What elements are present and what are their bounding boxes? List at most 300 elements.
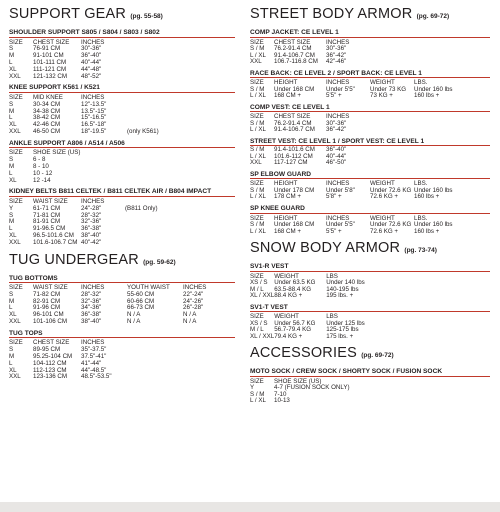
table-row	[250, 160, 386, 167]
table-cell: N / A	[183, 318, 197, 326]
table-cell: 36"-42"	[326, 51, 347, 59]
table-cell: S / M	[250, 186, 265, 194]
size-chart-ankle-support-a806-a514-a506	[9, 139, 235, 185]
column-header: SHOE SIZE (US)	[33, 149, 81, 157]
table-cell: XL	[9, 65, 17, 73]
table-row	[9, 354, 141, 361]
table-cell: Under 56.7 KG	[274, 319, 316, 327]
column-header: WEIGHT	[370, 79, 395, 87]
table-cell: XL	[9, 121, 17, 129]
size-chart-race-back-ce-level-2-sport-back-ce-level	[250, 69, 490, 100]
table-cell: XL	[9, 176, 17, 184]
table-cell: 44"-48"	[81, 65, 102, 73]
table-cell: XXL	[250, 58, 262, 66]
table-cell: 5'8" +	[326, 193, 342, 201]
table-cell: L / XL	[250, 92, 266, 100]
table-cell: 96-101 CM	[33, 311, 64, 319]
size-table	[9, 39, 151, 81]
column-header: WAIST SIZE	[33, 197, 68, 205]
table-cell: 117-127 CM	[274, 159, 308, 167]
table-cell: 6 - 8	[33, 156, 46, 164]
table-cell: L / XL	[250, 397, 266, 405]
table-cell: 88.4 KG +	[274, 292, 303, 300]
chart-heading: TUG BOTTOMS	[9, 274, 235, 284]
table-cell: 10 - 12	[33, 169, 53, 177]
table-cell: XXL	[9, 127, 21, 135]
table-cell	[127, 102, 167, 109]
table-cell: M / L	[250, 326, 264, 334]
table-cell: 40"-44"	[326, 152, 347, 160]
table-cell: 30"-36"	[326, 45, 347, 53]
chart-heading: COMP JACKET: CE LEVEL 1	[250, 28, 490, 38]
table-cell: 55-60 CM	[127, 290, 155, 298]
table-cell: 91.4-106.7 CM	[274, 126, 315, 134]
table-cell: M	[9, 162, 15, 170]
table-cell: L / XL	[250, 51, 266, 59]
table-cell: XXL	[9, 318, 21, 326]
table-cell: XXL	[9, 238, 21, 246]
size-table	[9, 198, 185, 247]
table-cell: 7-10	[274, 390, 287, 398]
table-cell: 91-96 CM	[33, 304, 61, 312]
table-header-row	[9, 39, 151, 47]
table-cell: L / XL	[250, 152, 266, 160]
table-cell: 91-101 CM	[33, 52, 64, 60]
table-cell: 160 lbs +	[414, 92, 440, 100]
size-chart-tug-bottoms	[9, 274, 235, 326]
table-cell: S	[9, 290, 14, 298]
column-header: INCHES	[81, 197, 105, 205]
table-cell: 140-195 lbs	[326, 285, 359, 293]
table-cell: 5'5" +	[326, 92, 342, 100]
table-cell: 168 CM +	[274, 92, 301, 100]
column-header: INCHES	[326, 38, 350, 46]
table-cell: L	[9, 225, 13, 233]
table-cell: 101-111 CM	[33, 58, 67, 66]
chart-heading: SP ELBOW GUARD	[250, 170, 490, 180]
table-cell: 178 CM +	[274, 193, 301, 201]
table-cell: 4-7 (FUSION SOCK ONLY)	[274, 384, 350, 392]
table-cell: XL / XXL	[250, 332, 275, 340]
table-header-row	[250, 39, 386, 47]
table-cell: 40"-42"	[81, 238, 102, 246]
table-row	[9, 67, 151, 74]
table-row	[9, 347, 141, 354]
size-table	[9, 94, 167, 136]
column-header: SIZE	[9, 38, 23, 46]
table-cell: 101-106 CM	[33, 318, 68, 326]
table-cell: 79.4 KG +	[274, 332, 303, 340]
column-header: HEIGHT	[274, 79, 298, 87]
table-cell: 36"-40"	[326, 146, 347, 154]
chart-heading: MOTO SOCK / CREW SOCK / SHORTY SOCK / FUSION SOCK	[250, 367, 490, 377]
column-header: SIZE	[9, 149, 23, 157]
table-cell: S	[9, 100, 14, 108]
table-cell: 160 lbs +	[414, 227, 440, 235]
section-page-ref: (pg. 59-62)	[143, 258, 176, 266]
size-chart-knee-support-k561-k521	[9, 83, 235, 135]
section-title-tug-undergear	[9, 252, 235, 271]
size-chart-comp-vest-ce-level-1	[250, 103, 490, 134]
size-chart-street-vest-ce-level-1-sport-vest-ce-lev	[250, 137, 490, 167]
table-row	[9, 157, 103, 164]
table-cell: 38"-40"	[81, 231, 102, 239]
size-table	[9, 149, 103, 184]
table-cell: S / M	[250, 390, 265, 398]
size-chart-shoulder-support-s805-s804-s803-s802	[9, 28, 235, 80]
table-cell: L	[9, 359, 13, 367]
table-cell: 76-91 CM	[33, 45, 61, 53]
table-cell: 66-73 CM	[127, 304, 155, 312]
column-header: WEIGHT	[370, 214, 395, 222]
table-row	[9, 129, 167, 136]
column-header: INCHES	[81, 339, 105, 347]
column-header: SIZE	[9, 197, 23, 205]
table-cell: (B811 Only)	[125, 204, 158, 212]
table-cell: 42-46 CM	[33, 121, 61, 129]
size-chart-sv1-t-vest	[250, 303, 490, 341]
column-header: INCHES	[81, 38, 105, 46]
table-cell: Under 125 lbs	[326, 319, 365, 327]
table-cell: 30"-36"	[81, 45, 102, 53]
column-header: WEIGHT	[274, 313, 299, 321]
section-page-ref: (pg. 69-72)	[416, 13, 450, 20]
table-cell: 123-136 CM	[33, 373, 68, 381]
table-cell	[127, 109, 167, 116]
table-cell	[125, 213, 185, 220]
table-cell: Under 140 lbs	[326, 279, 365, 287]
column-header: INCHES	[81, 284, 105, 292]
table-cell: 26"-28"	[183, 304, 204, 312]
chart-heading: KIDNEY BELTS B811 CELTEK / B811 CELTEK AIR / B804 IMPACT	[9, 187, 235, 197]
table-cell: Under 5'8"	[326, 186, 355, 194]
column-header: INCHES	[326, 113, 350, 121]
size-chart-moto-sock-crew-sock-shorty-sock-fusion-s	[250, 367, 490, 405]
table-cell: M	[9, 107, 15, 115]
table-cell: 18"-19.5"	[81, 127, 107, 135]
table-cell: 101.6-112 CM	[274, 152, 313, 160]
table-row	[9, 368, 141, 375]
table-row	[9, 361, 141, 368]
section-title-support-gear	[9, 6, 235, 25]
table-cell: 101.6-106.7 CM	[33, 238, 78, 246]
table-cell: S / M	[250, 221, 265, 229]
column-header: INCHES	[81, 93, 105, 101]
section-title-snow-body-armor	[250, 240, 490, 259]
section-title-street-body-armor	[250, 6, 490, 25]
size-table	[250, 313, 386, 340]
table-cell: 48.5"-53.5"	[81, 373, 112, 381]
table-cell: XS / S	[250, 279, 268, 287]
table-cell: 48"-52"	[81, 72, 102, 80]
size-table	[250, 273, 386, 300]
column-header: SHOE SIZE (US)	[274, 377, 322, 385]
column-header: SIZE	[250, 180, 264, 188]
table-cell: XS / S	[250, 319, 268, 327]
table-row	[250, 93, 464, 100]
column-header: CHEST SIZE	[33, 38, 70, 46]
chart-heading: SV1-T VEST	[250, 303, 490, 313]
size-chart-sv1-r-vest	[250, 262, 490, 300]
table-cell: 76.2-91.4 CM	[274, 119, 312, 127]
table-cell: 40"-44"	[81, 58, 102, 66]
section-title-text: STREET BODY ARMOR	[250, 6, 413, 22]
table-cell: M	[9, 52, 15, 60]
table-cell: 16.5"-18"	[81, 121, 107, 129]
table-cell: L	[9, 304, 13, 312]
table-row	[250, 127, 386, 134]
column-header	[127, 94, 167, 102]
column-header: CHEST SIZE	[274, 113, 311, 121]
table-cell: M	[9, 297, 15, 305]
table-cell: 112-123 CM	[33, 366, 67, 374]
table-cell: 56.7-79.4 KG	[274, 326, 312, 334]
column-header: INCHES	[326, 214, 350, 222]
chart-heading: SP KNEE GUARD	[250, 204, 490, 214]
table-cell: Y	[9, 204, 14, 212]
table-cell: 38"-40"	[81, 318, 102, 326]
table-row	[250, 59, 386, 66]
table-cell: XL	[9, 366, 17, 374]
column-header: CHEST SIZE	[33, 339, 70, 347]
table-cell: S / M	[250, 85, 265, 93]
size-table	[250, 113, 386, 134]
size-table	[9, 339, 141, 381]
table-cell: 36"-38"	[81, 311, 102, 319]
table-cell: 22"-24"	[183, 290, 204, 298]
table-header-row	[9, 149, 103, 157]
table-cell: 30"-36"	[326, 119, 347, 127]
table-cell: 71-81 CM	[33, 211, 61, 219]
table-cell: 91.4-106.7 CM	[274, 51, 315, 59]
table-cell: 76.2-91.4 CM	[274, 45, 312, 53]
table-cell: Under 72.6 KG	[370, 221, 412, 229]
table-cell: 168 CM +	[274, 227, 301, 235]
table-row	[9, 74, 151, 81]
table-cell: S	[9, 45, 14, 53]
table-cell: 28"-32"	[81, 290, 102, 298]
table-header-row	[250, 113, 386, 121]
table-row	[9, 171, 103, 178]
table-cell	[125, 226, 185, 233]
size-chart-kidney-belts-b811-celtek-b811-celtek-air	[9, 187, 235, 246]
chart-heading: SHOULDER SUPPORT S805 / S804 / S803 / S802	[9, 28, 235, 38]
table-cell: 95.25-104 CM	[33, 353, 73, 361]
table-cell: 30-34 CM	[33, 100, 61, 108]
table-cell: L	[9, 58, 13, 66]
chart-heading: ANKLE SUPPORT A806 / A514 / A506	[9, 139, 235, 149]
table-cell: Under 5'5"	[326, 221, 355, 229]
size-table	[250, 378, 374, 405]
column-header: SIZE	[9, 93, 23, 101]
table-cell: Under 72.6 KG	[370, 186, 412, 194]
table-cell: 160 lbs +	[414, 193, 440, 201]
table-row	[9, 240, 185, 247]
table-cell: 61-71 CM	[33, 204, 61, 212]
table-cell: Under 160 lbs	[414, 221, 453, 229]
table-cell: 89-95 CM	[33, 346, 61, 354]
table-cell: 91-96.5 CM	[33, 225, 66, 233]
table-cell: 10-13	[274, 397, 290, 405]
column-header: LBS.	[414, 79, 428, 87]
chart-heading: SV1-R VEST	[250, 262, 490, 272]
table-cell: 34"-36"	[81, 304, 102, 312]
table-cell: Under 160 lbs	[414, 186, 453, 194]
table-cell: XXL	[9, 72, 21, 80]
table-row	[250, 293, 386, 300]
table-header-row	[250, 313, 386, 321]
table-cell: S / M	[250, 119, 265, 127]
table-cell: 104-112 CM	[33, 359, 67, 367]
size-chart-tug-tops	[9, 329, 235, 381]
table-row	[9, 319, 223, 326]
table-row	[9, 46, 151, 53]
table-cell: 71-82 CM	[33, 290, 61, 298]
table-cell: 46-50 CM	[33, 127, 61, 135]
table-row	[250, 334, 386, 341]
table-cell: 36"-40"	[81, 52, 102, 60]
table-cell: S	[9, 156, 14, 164]
table-cell	[125, 233, 185, 240]
table-cell: 12"-13.5"	[81, 100, 107, 108]
column-header: LBS	[326, 313, 338, 321]
table-cell: XL	[9, 311, 17, 319]
table-row	[9, 53, 151, 60]
table-cell: 24"-26"	[183, 297, 204, 305]
table-cell: N / A	[183, 311, 197, 319]
table-cell: 32"-36"	[81, 297, 102, 305]
table-cell: M / L	[250, 285, 264, 293]
table-cell: S	[9, 211, 14, 219]
section-title-text: TUG UNDERGEAR	[9, 251, 139, 268]
table-cell: 12 -14	[33, 176, 51, 184]
table-cell: 121-132 CM	[33, 72, 68, 80]
column-header: SIZE	[250, 38, 264, 46]
size-table	[250, 147, 386, 167]
table-row	[250, 194, 464, 201]
size-table	[250, 39, 386, 66]
table-cell: Y	[250, 384, 255, 392]
table-cell: 106.7-116.8 CM	[274, 58, 318, 66]
table-cell: 195 lbs. +	[326, 292, 354, 300]
table-row	[9, 60, 151, 67]
table-row	[250, 229, 464, 236]
table-cell	[125, 240, 185, 247]
column-header: SIZE	[250, 79, 264, 87]
table-cell: 60-66 CM	[127, 297, 155, 305]
table-cell: L	[9, 114, 13, 122]
table-cell: 36"-42"	[326, 126, 347, 134]
table-cell: L	[9, 169, 13, 177]
table-header-row	[250, 273, 386, 281]
table-cell: XXL	[9, 373, 21, 381]
column-header: INCHES	[326, 79, 350, 87]
table-cell: N / A	[127, 318, 141, 326]
table-cell: 175 lbs. +	[326, 332, 354, 340]
column-header: HEIGHT	[274, 180, 298, 188]
section-page-ref: (pg. 73-74)	[404, 247, 437, 255]
chart-heading: COMP VEST: CE LEVEL 1	[250, 103, 490, 113]
chart-heading: TUG TOPS	[9, 329, 235, 339]
table-cell: 15"-16.5"	[81, 114, 107, 122]
table-cell	[127, 115, 167, 122]
table-cell: 13.5"-15"	[81, 107, 107, 115]
table-cell: 5'5" +	[326, 227, 342, 235]
section-title-text: SUPPORT GEAR	[9, 6, 127, 22]
page-footer-band	[0, 502, 500, 512]
table-cell: XL	[9, 231, 17, 239]
size-table	[250, 180, 464, 201]
section-page-ref: (pg. 69-72)	[361, 352, 394, 360]
table-cell: 35"-37.5"	[81, 346, 107, 354]
table-cell: 73 KG +	[370, 92, 393, 100]
column-header: MID KNEE	[33, 93, 63, 101]
table-cell: 42"-46"	[326, 58, 347, 66]
table-cell: 36"-38"	[81, 225, 102, 233]
column-header: INCHES	[183, 284, 207, 292]
table-cell: S	[9, 346, 14, 354]
table-row	[9, 178, 103, 185]
column-header: SIZE	[250, 113, 264, 121]
table-cell: Under 73 KG	[370, 85, 407, 93]
table-cell: 72.6 KG +	[370, 193, 399, 201]
table-cell: Under 5'5"	[326, 85, 355, 93]
table-cell: Under 168 CM	[274, 85, 315, 93]
table-cell: 81-91 CM	[33, 218, 61, 226]
table-cell: 37.5"-41"	[81, 353, 107, 361]
column-header: SIZE	[9, 339, 23, 347]
table-cell	[125, 219, 185, 226]
section-title-accessories	[250, 345, 490, 364]
column-header: YOUTH WAIST	[127, 284, 170, 292]
size-chart-sp-elbow-guard	[250, 170, 490, 201]
section-title-text: ACCESSORIES	[250, 345, 357, 362]
table-row	[9, 374, 141, 381]
column-header: SIZE	[250, 272, 264, 280]
section-page-ref: (pg. 55-58)	[130, 13, 163, 20]
column-header: INCHES	[326, 180, 350, 188]
table-cell: Under 178 CM	[274, 186, 315, 194]
table-cell: S / M	[250, 45, 265, 53]
table-cell: 8 - 10	[33, 162, 49, 170]
table-cell: 96.5-101.6 CM	[33, 231, 74, 239]
table-cell: Under 63.5 KG	[274, 279, 316, 287]
column-header: WAIST SIZE	[33, 284, 68, 292]
table-cell: 38-42 CM	[33, 114, 61, 122]
table-cell: Under 160 lbs	[414, 85, 453, 93]
size-table	[250, 79, 464, 100]
table-cell: (only K561)	[127, 127, 159, 135]
table-cell: L / XL	[250, 193, 266, 201]
table-cell: XXL	[250, 159, 262, 167]
column-header: WEIGHT	[370, 180, 395, 188]
table-cell: 34-38 CM	[33, 107, 61, 115]
column-header: SIZE	[250, 214, 264, 222]
right-column	[250, 6, 490, 405]
table-cell: 28"-32"	[81, 211, 102, 219]
column-header: SIZE	[250, 377, 264, 385]
table-cell: Under 168 CM	[274, 221, 315, 229]
size-table	[250, 215, 464, 236]
column-header: LBS.	[414, 214, 428, 222]
chart-heading: STREET VEST: CE LEVEL 1 / SPORT VEST: CE LEVEL 1	[250, 137, 490, 147]
table-cell: 24"-28"	[81, 204, 102, 212]
left-column	[9, 6, 235, 381]
table-cell: M	[9, 353, 15, 361]
table-cell: L / XL	[250, 126, 266, 134]
chart-heading: RACE BACK: CE LEVEL 2 / SPORT BACK: CE LEVEL 1	[250, 69, 490, 79]
size-table	[9, 284, 223, 326]
